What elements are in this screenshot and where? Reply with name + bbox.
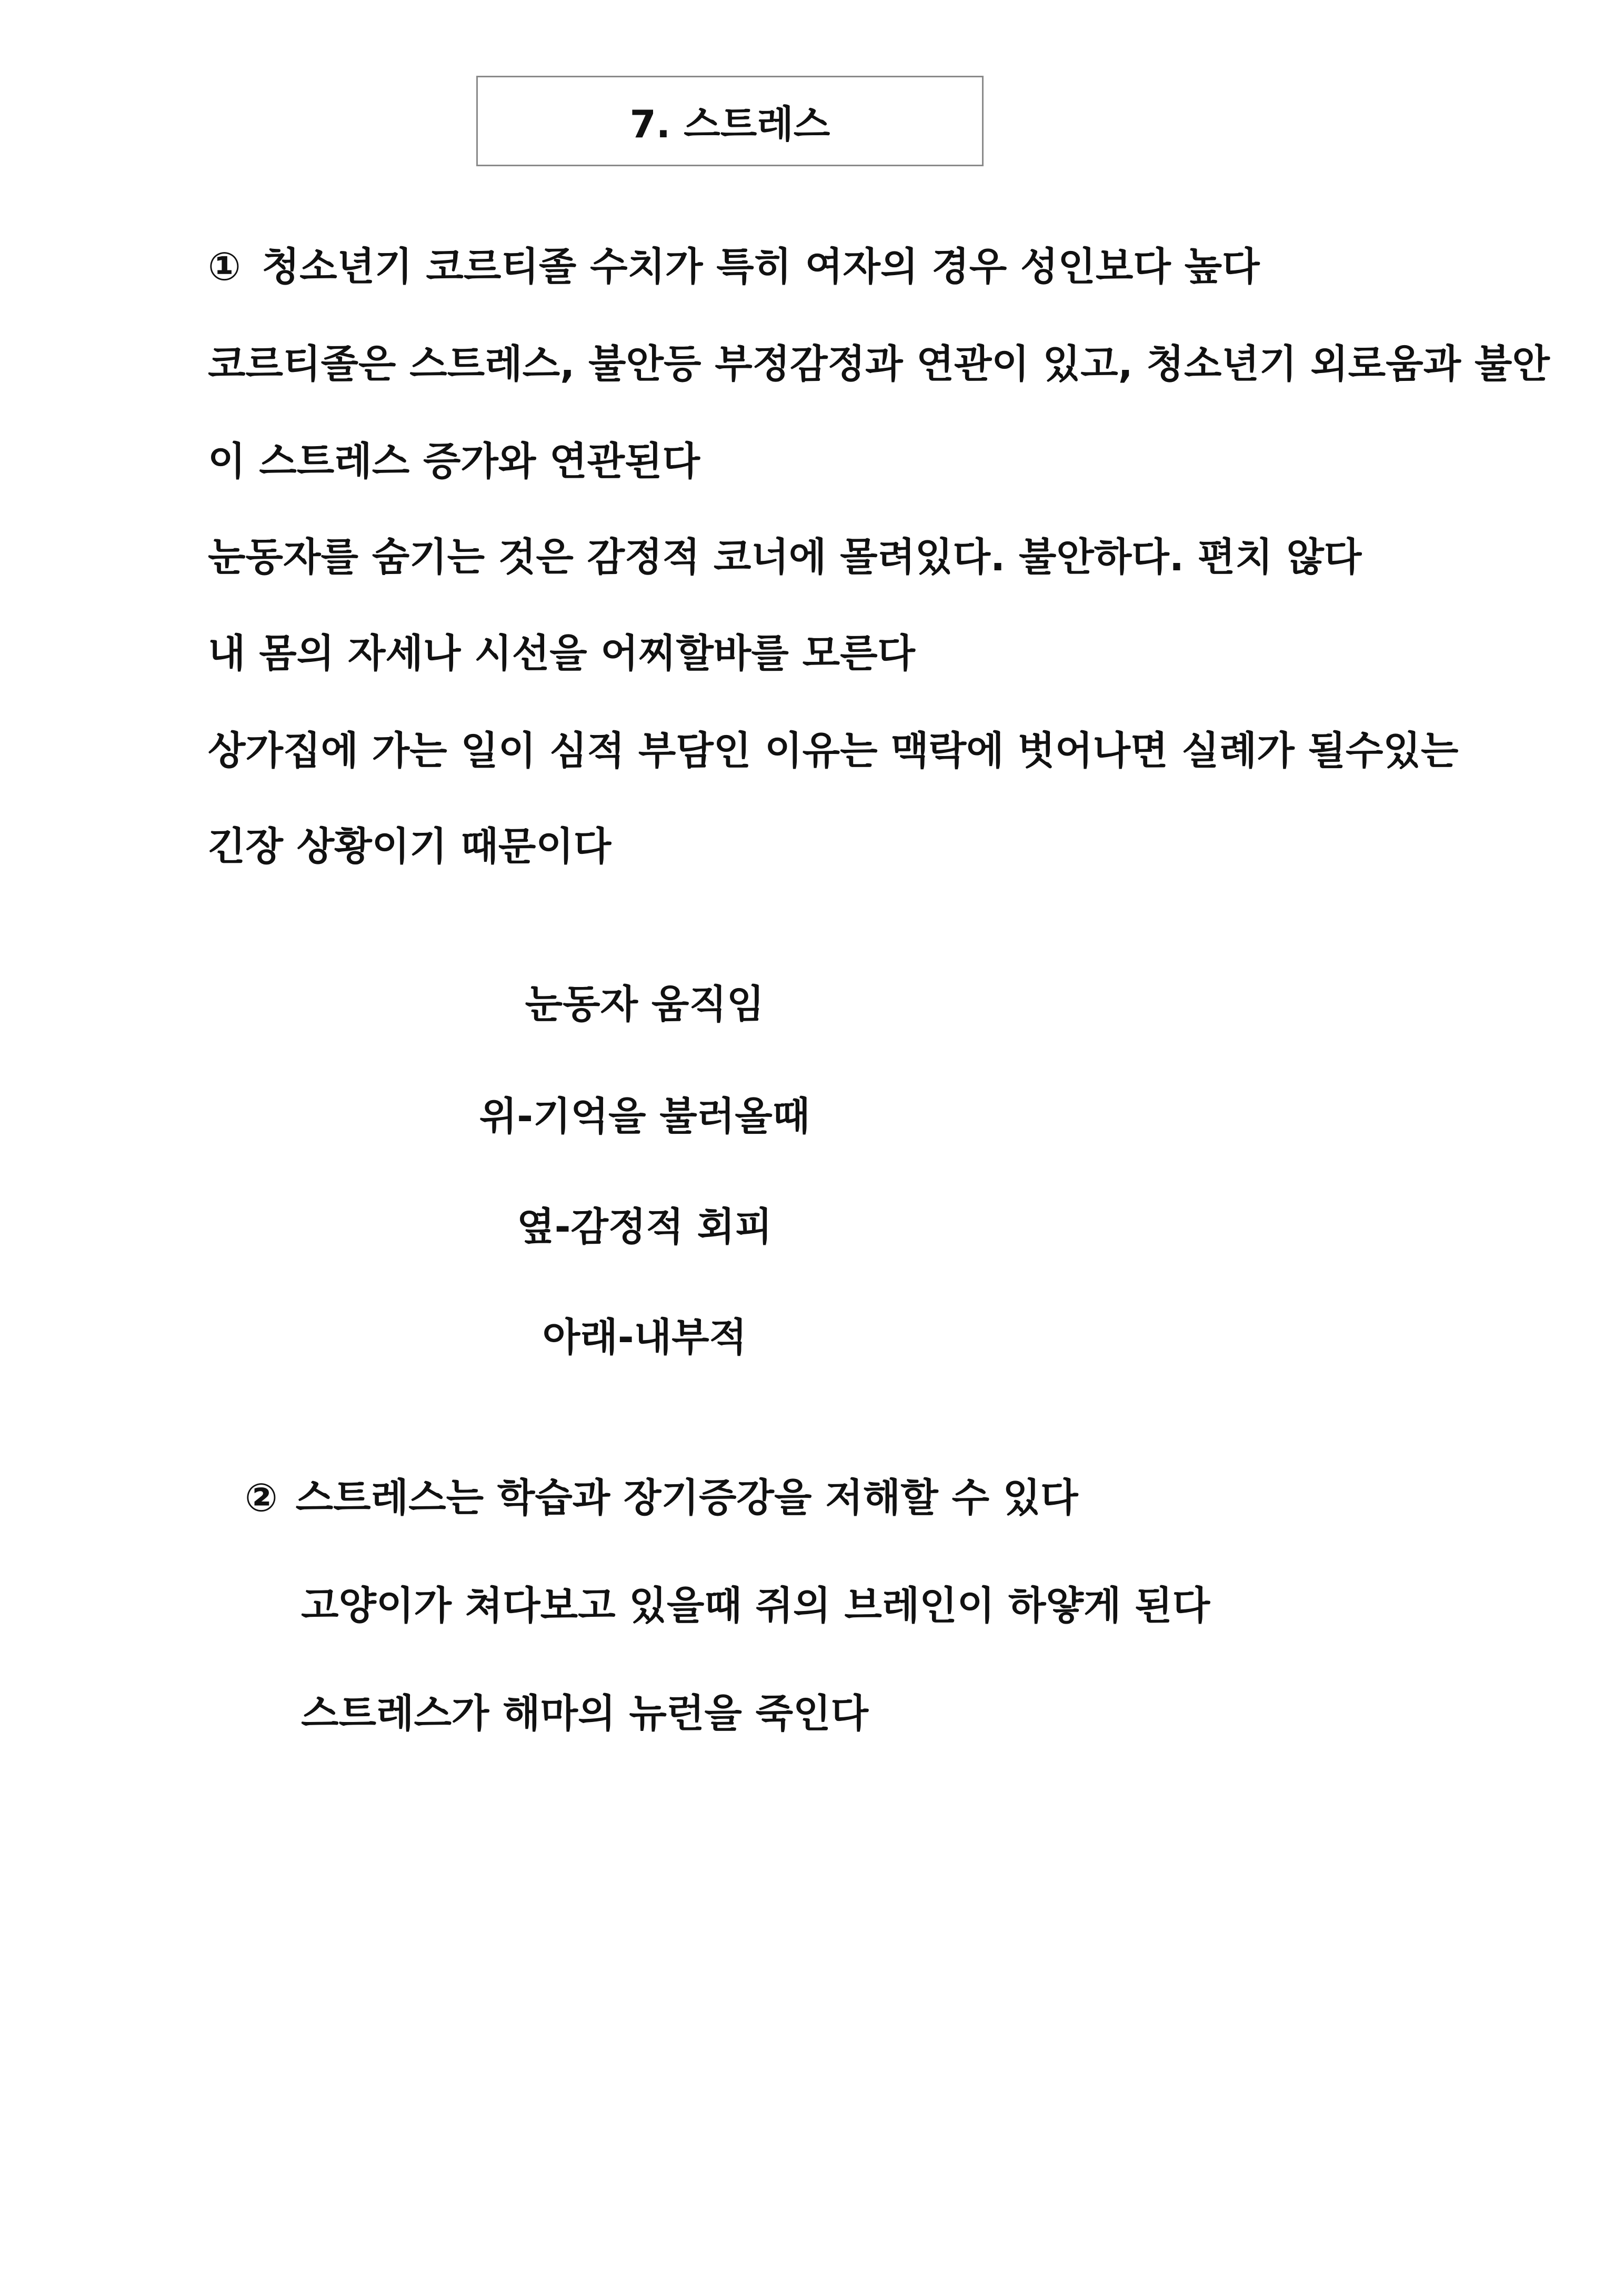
eye-movement-item: 옆-감정적 회피: [517, 1204, 773, 1250]
section2-line: 스트레스가 해마의 뉴런을 죽인다: [301, 1691, 869, 1736]
section1-line: 긴장 상황이기 때문이다: [208, 824, 611, 869]
section2-heading: 스트레스는 학습과 장기증강을 저해할 수 있다: [295, 1475, 1078, 1520]
eye-movement-item: 위-기억을 불러올때: [479, 1094, 810, 1139]
section1-line: 눈동자를 숨기는 것은 감정적 코너에 몰려있다. 불안하다. 편치 않다: [208, 535, 1362, 580]
eye-movement-item: 아래-내부적: [542, 1315, 747, 1360]
eye-movement-heading: 눈동자 움직임: [525, 982, 765, 1027]
document-title-box: [476, 76, 984, 166]
section1-line: 코르티졸은 스트레스, 불안등 부정감정과 연관이 있고, 청소년기 외로움과 불안: [208, 341, 1550, 387]
section1-heading-row: [208, 244, 1260, 289]
section1-line: 내 몸의 자세나 시선을 어찌할바를 모른다: [208, 631, 916, 676]
section2-heading-row: [245, 1475, 1078, 1520]
section2-marker: ②: [245, 1475, 278, 1520]
section1-line: 이 스트레스 증가와 연관된다: [208, 439, 700, 484]
section2-line: 고양이가 쳐다보고 있을때 쥐의 브레인이 하얗게 된다: [301, 1583, 1210, 1628]
section1-marker: ①: [208, 244, 241, 289]
section1-line: 상가집에 가는 일이 심적 부담인 이유는 맥락에 벗어나면 실례가 될수있는: [208, 728, 1459, 773]
document-title: 7. 스트레스: [629, 102, 830, 146]
section1-heading: 청소년기 코르티졸 수치가 특히 여자의 경우 성인보다 높다: [262, 244, 1260, 289]
